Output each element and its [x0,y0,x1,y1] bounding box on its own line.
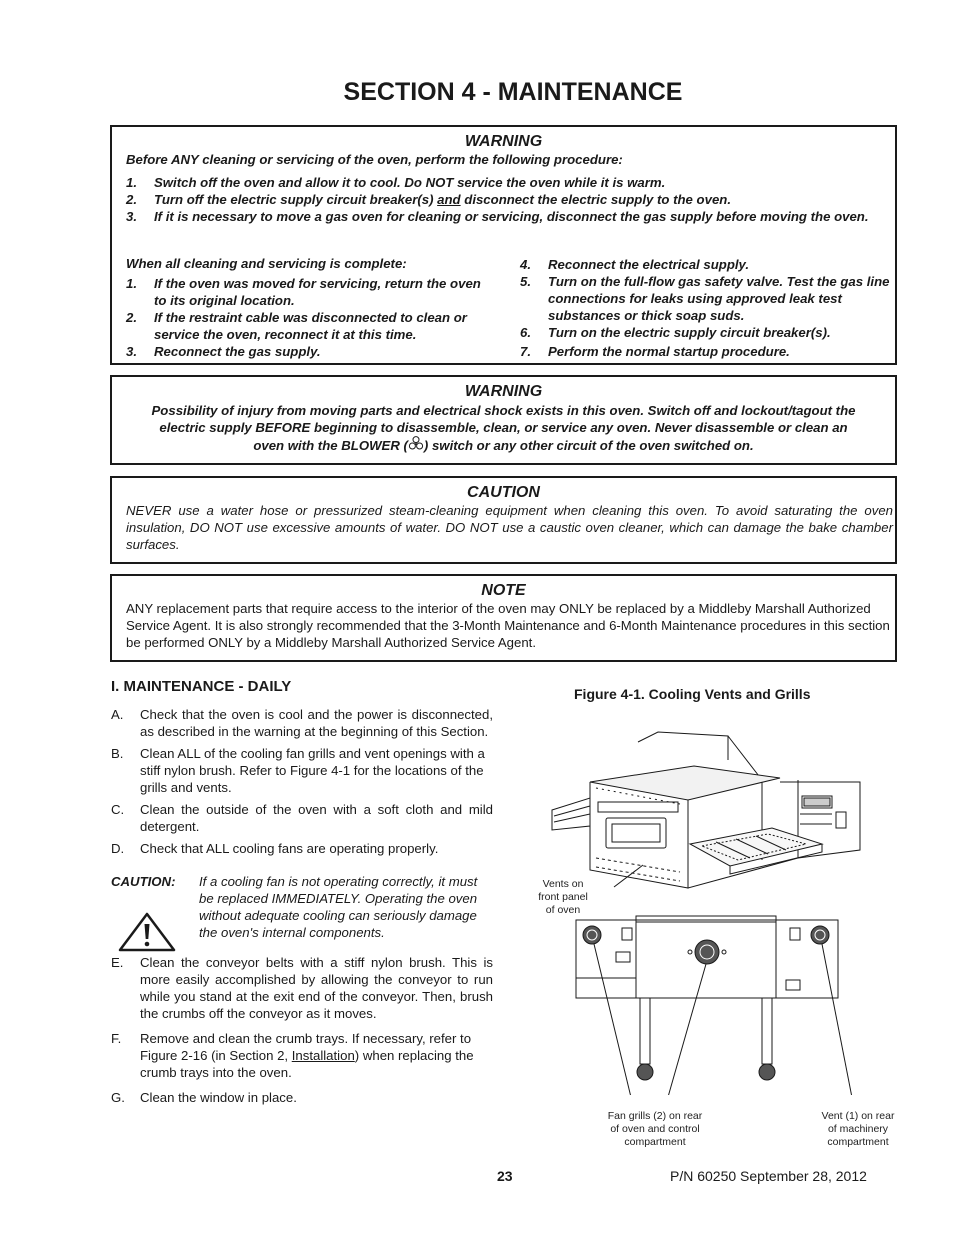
caution-text: NEVER use a water hose or pressurized steam-cleaning equipment when cleaning this oven. To avoid saturating the oven insulation, DO NOT use excessive amounts of water. DO NOT use a caustic oven cleaner, which can damage the bake chamber surfaces. [126,503,893,552]
section-heading: I. MAINTENANCE - DAILY [111,678,292,695]
list-item: 2. Turn off the electric supply circuit breaker(s) and disconnect the electric supply to the oven. [126,192,731,207]
warning-heading: WARNING [464,383,543,400]
list-item: E. Clean the conveyor belts with a stiff nylon brush. This is more easily accomplished by allowing the conveyor to run while you stand at the exit end of the conveyor. Then, brush the crumbs off the conveyor as it moves. [111,955,493,1021]
list-item: 7. Perform the normal startup procedure. [520,344,790,359]
complete-steps-right [520,256,894,360]
warning-box-procedure [110,125,897,365]
figure-caption: Figure 4-1. Cooling Vents and Grills [574,686,811,702]
note-box [110,574,897,662]
list-item: 4. Reconnect the electrical supply. [520,257,750,272]
warning-box-shock [110,375,897,465]
label-vent-rear: Vent (1) on rear of machinery compartment [821,1110,895,1148]
warning-heading: WARNING [464,133,543,150]
daily-list [111,706,493,857]
list-item: G. Clean the window in place. [111,1090,297,1105]
warning-steps [126,174,892,225]
list-item: F. Remove and clean the crumb trays. If necessary, refer to Figure 2-16 (in Section 2, Installation) when replacing the crumb trays into the oven. [111,1031,474,1080]
caution-box [110,476,897,564]
warning-intro: Before ANY cleaning or servicing of the oven, perform the following procedure: [126,152,623,167]
list-item: 3. Reconnect the gas supply. [126,344,321,359]
blower-icon [408,436,424,451]
warning-text: Possibility of injury from moving parts and electrical shock exists in this oven. Switch off and lockout/tagout the electric supply BEFORE beginning to disassemble, clean, or service any oven. Never disassemble or clean an oven with the BLOWER ( ) switch or any other circuit of the oven switched on. [151,403,856,453]
label-fan-grills: Fan grills (2) on rear of oven and control compartment [607,1110,703,1148]
list-item: D. Check that ALL cooling fans are operating properly. [111,841,439,856]
list-item: C. Clean the outside of the oven with a soft cloth and mild detergent. [111,802,493,834]
list-item: B. Clean ALL of the cooling fan grills and vent openings with a stiff nylon brush. Refer to Figure 4-1 for the locations of the grills and vents. [111,746,485,795]
page-title: SECTION 4 - MAINTENANCE [343,78,683,106]
note-heading: NOTE [481,582,526,599]
list-item: 1. If the oven was moved for servicing, return the oven to its original location. [126,276,481,308]
complete-steps-left [126,275,496,360]
page-number: 23 [497,1168,513,1184]
warning-triangle-icon [118,912,176,952]
note-text: ANY replacement parts that require access to the interior of the oven may ONLY be replaced by a Middleby Marshall Authorized Service Agent. It is also strongly recommended that the 3-Month Maintenance and 6-Month Maintenance procedures in this section be performed ONLY by a Middleby Marshall Authorized Service Agent. [126,601,890,650]
daily-list-continued [111,954,493,1106]
list-item: 2. If the restraint cable was disconnected to clean or service the oven, reconnect it at this time. [126,310,467,342]
list-item: 3. If it is necessary to move a gas oven for cleaning or servicing, disconnect the gas supply before moving the oven. [126,209,869,224]
part-number: P/N 60250 September 28, 2012 [670,1168,867,1184]
label-vents-front: Vents on front panel of oven [538,878,588,916]
complete-heading: When all cleaning and servicing is complete: [126,256,407,271]
caution-heading: CAUTION [467,484,540,501]
list-item: A. Check that the oven is cool and the power is disconnected, as described in the warning at the beginning of this Section. [111,707,493,739]
list-item: 5. Turn on the full-flow gas safety valve. Test the gas line connections for leaks using approved leak test substances or thick soap suds. [520,274,890,323]
list-item: 6. Turn on the electric supply circuit breaker(s). [520,325,831,340]
list-item: 1. Switch off the oven and allow it to cool. Do NOT service the oven while it is warm. [126,175,666,190]
